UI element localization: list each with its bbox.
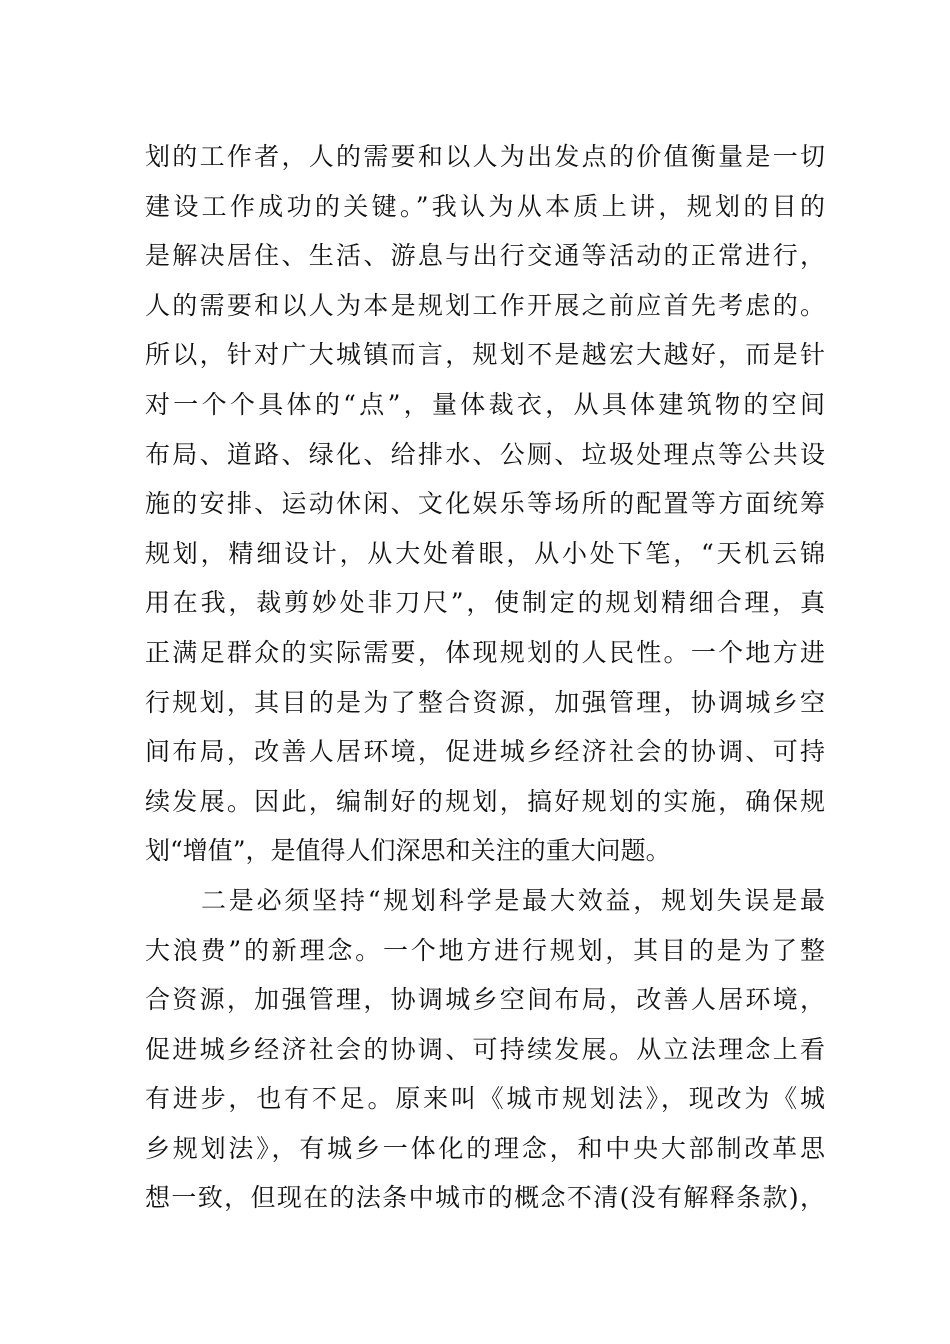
text-line: 行规划，其目的是为了整合资源，加强管理，协调城乡空 — [145, 687, 825, 717]
text-line: 用在我，裁剪妙处非刀尺”，使制定的规划精细合理，真 — [145, 588, 825, 618]
body-text — [145, 132, 825, 1223]
text-line: 所以，针对广大城镇而言，规划不是越宏大越好，而是针 — [145, 340, 825, 370]
text-line: 划的工作者，人的需要和以人为出发点的价值衡量是一切 — [145, 142, 825, 171]
paragraph-last-line: 划“增值”，是值得人们深思和关注的重大问题。 — [145, 836, 671, 866]
text-line: 布局、道路、绿化、给排水、公厕、垃圾处理点等公共设 — [145, 439, 825, 469]
text-line: 建设工作成功的关键。”我认为从本质上讲，规划的目的 — [145, 191, 825, 221]
text-line: 有进步，也有不足。原来叫《城市规划法》，现改为《城 — [145, 1084, 825, 1114]
text-line: 间布局，改善人居环境，促进城乡经济社会的协调、可持 — [145, 737, 825, 767]
text-line: 施的安排、运动休闲、文化娱乐等场所的配置等方面统筹 — [145, 489, 825, 519]
text-line: 规划，精细设计，从大处着眼，从小处下笔，“天机云锦 — [145, 538, 825, 568]
text-line: 人的需要和以人为本是规划工作开展之前应首先考虑的。 — [145, 290, 825, 320]
text-line: 是解决居住、生活、游息与出行交通等活动的正常进行， — [145, 241, 825, 271]
text-line: 续发展。因此，编制好的规划，搞好规划的实施，确保规 — [145, 786, 825, 816]
text-line: 乡规划法》，有城乡一体化的理念，和中央大部制改革思 — [145, 1133, 825, 1163]
paragraph-first-line: 二是必须坚持“规划科学是最大效益，规划失误是最 — [201, 885, 825, 915]
text-line: 大浪费”的新理念。一个地方进行规划，其目的是为了整 — [145, 935, 825, 965]
text-line: 想一致，但现在的法条中城市的概念不清(没有解释条款)， — [145, 1183, 825, 1213]
text-line: 促进城乡经济社会的协调、可持续发展。从立法理念上看 — [145, 1034, 825, 1064]
text-line: 正满足群众的实际需要，体现规划的人民性。一个地方进 — [145, 637, 825, 667]
text-line: 对一个个具体的“点”，量体裁衣，从具体建筑物的空间 — [145, 389, 825, 419]
text-line: 合资源，加强管理，协调城乡空间布局，改善人居环境， — [145, 985, 825, 1015]
